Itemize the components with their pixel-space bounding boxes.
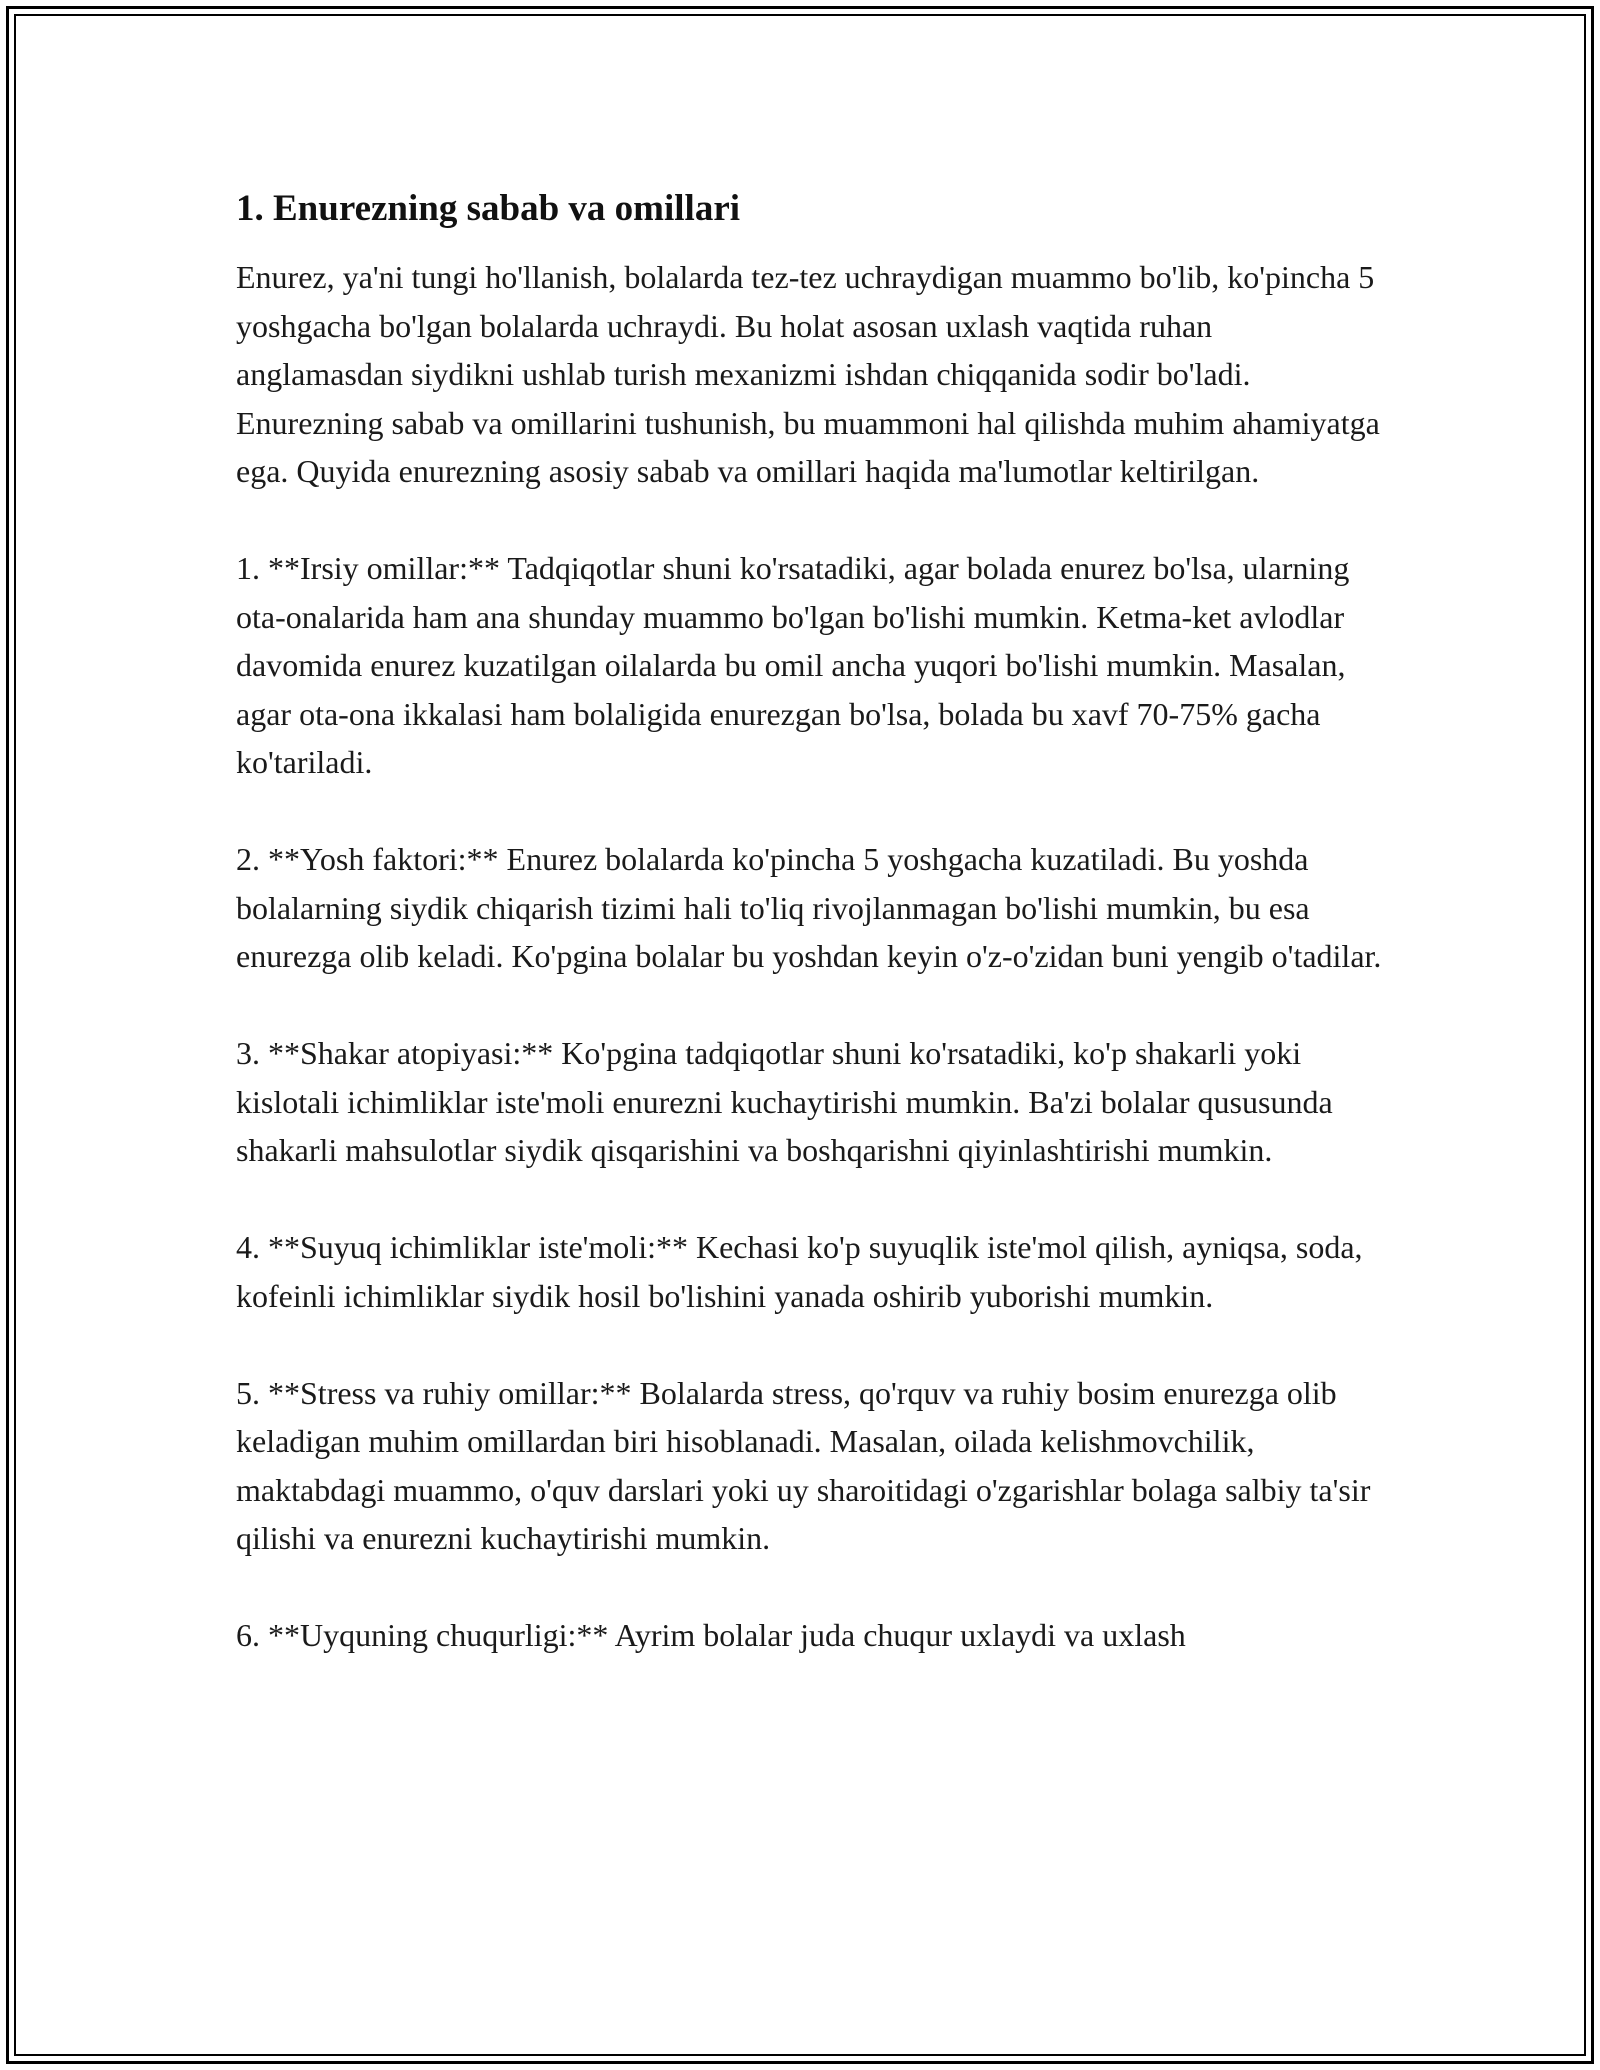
intro-paragraph: Enurez, ya'ni tungi ho'llanish, bolalarda tez-tez uchraydigan muammo bo'lib, ko'pincha 5 yoshgacha bo'lgan bolalarda uchraydi. Bu holat asosan uxlash vaqtida ruhan anglamasdan siydikni ushlab turish mexanizmi ishdan chiqqanida sodir bo'ladi. Enurezning sabab va omillarini tushunish, bu muammoni hal qilishda muhim ahamiyatga ega. Quyida enurezning asosiy sabab va omillari haqida ma'lumotlar keltirilgan. xyxy=(236,259,1380,489)
list-item-suyuq-ichimliklar: 4. **Suyuq ichimliklar iste'moli:** Kechasi ko'p suyuqlik iste'mol qilish, ayniqsa, soda, kofeinli ichimliklar siydik hosil bo'lishini yanada oshirib yuborishi mumkin. xyxy=(236,1229,1363,1314)
list-item-uyquning-chuqurligi: 6. **Uyquning chuqurligi:** Ayrim bolalar juda chuqur uxlaydi va uxlash xyxy=(236,1617,1186,1653)
list-item-yosh-faktori: 2. **Yosh faktori:** Enurez bolalarda ko'pincha 5 yoshgacha kuzatiladi. Bu yoshda bolalarning siydik chiqarish tizimi hali to'liq rivojlanmagan bo'lishi mumkin, bu esa enurezga olib keladi. Ko'pgina bolalar bu yoshdan keyin o'z-o'zidan buni yengib o'tadilar. xyxy=(236,841,1382,974)
list-item-irsiy-omillar: 1. **Irsiy omillar:** Tadqiqotlar shuni ko'rsatadiki, agar bolada enurez bo'lsa, ularning ota-onalarida ham ana shunday muammo bo'lgan bo'lishi mumkin. Ketma-ket avlodlar davomida enurez kuzatilgan oilalarda bu omil ancha yuqori bo'lishi mumkin. Masalan, agar ota-ona ikkalasi ham bolaligida enurezgan bo'lsa, bolada bu xavf 70-75% gacha ko'tariladi. xyxy=(236,550,1350,780)
list-item-stress-ruhiy-omillar: 5. **Stress va ruhiy omillar:** Bolalarda stress, qo'rquv va ruhiy bosim enurezga olib keladigan muhim omillardan biri hisoblanadi. Masalan, oilada kelishmovchilik, maktabdagi muammo, o'quv darslari yoki uy sharoitidagi o'zgarishlar bolaga salbiy ta'sir qilishi va enurezni kuchaytirishi mumkin. xyxy=(236,1374,1371,1556)
list-item-shakar-atopiyasi: 3. **Shakar atopiyasi:** Ko'pgina tadqiqotlar shuni ko'rsatadiki, ko'p shakarli yoki kislotali ichimliklar iste'moli enurezni kuchaytirishi mumkin. Ba'zi bolalar qususunda shakarli mahsulotlar siydik qisqarishini va boshqarishni qiyinlashtirishi mumkin. xyxy=(236,1035,1333,1168)
document-body xyxy=(236,185,1386,1708)
section-heading: 1. Enurezning sabab va omillari xyxy=(236,188,741,229)
